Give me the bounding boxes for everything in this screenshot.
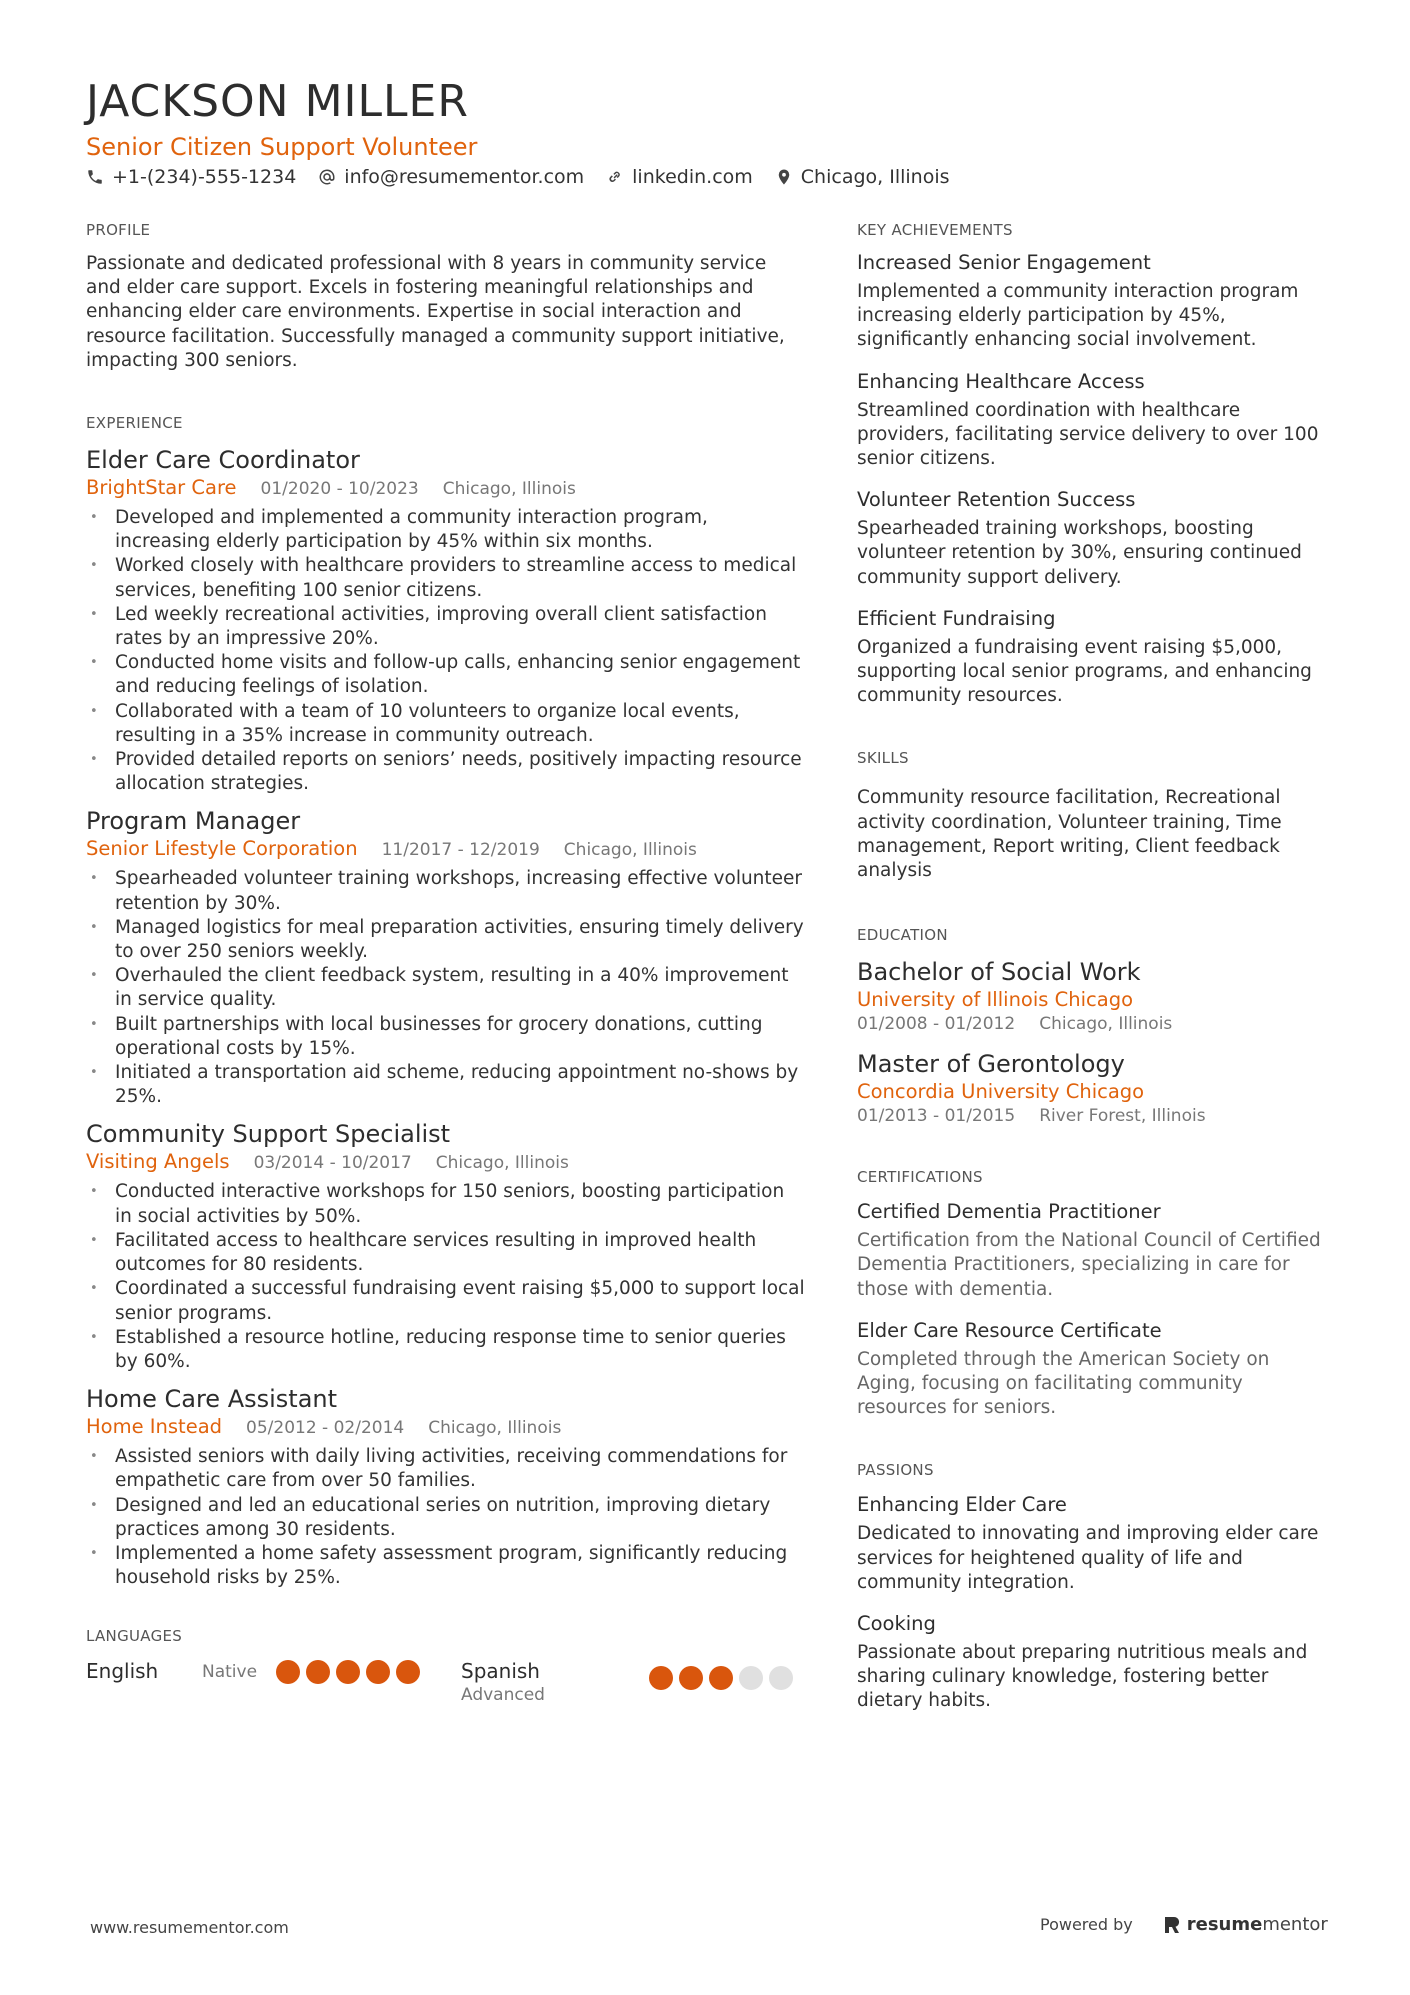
bullet-item: • Coordinated a successful fundraising event raising $5,000 to support local senior programs. [86, 1277, 806, 1325]
certifications-heading: CERTIFICATIONS [857, 1168, 983, 1187]
rating-dot [306, 1660, 330, 1684]
achievement-desc: Organized a fundraising event raising $5,000, supporting local senior programs, and enhancing community resources. [857, 636, 1312, 707]
left-column [86, 220, 806, 1718]
achievement-item [857, 250, 1327, 353]
education-meta [857, 1105, 1327, 1127]
email-text: info@resumementor.com [344, 166, 585, 188]
passion-title: Enhancing Elder Care [857, 1493, 1067, 1517]
contact-bar [86, 164, 972, 190]
bullet-item: • Worked closely with healthcare providers to streamline access to medical services, benefiting 100 senior citizens. [86, 554, 806, 602]
job-dates: 05/2012 - 02/2014 [246, 1418, 405, 1439]
bullet-item: • Facilitated access to healthcare services resulting in improved health outcomes for 80 residents. [86, 1229, 806, 1277]
brand-rest: mentor [1262, 1914, 1328, 1935]
rating-dot [739, 1666, 763, 1690]
bullet-item: • Overhauled the client feedback system, resulting in a 40% improvement in service quality. [86, 964, 806, 1012]
bullet-item: • Established a resource hotline, reducing response time to senior queries by 60%. [86, 1326, 806, 1374]
job-dates: 03/2014 - 10/2017 [253, 1153, 412, 1174]
link-icon [606, 168, 624, 186]
education-meta [857, 1013, 1327, 1035]
achievement-desc: Implemented a community interaction program increasing elderly participation by 45%, significantly enhancing social involvement. [857, 281, 1299, 351]
achievement-title: Enhancing Healthcare Access [857, 369, 1145, 393]
brand-logo[interactable] [1163, 1914, 1328, 1935]
profile-heading: PROFILE [86, 221, 151, 239]
passions-heading: PASSIONS [857, 1461, 934, 1480]
passion-item [857, 1611, 1327, 1714]
education-item [857, 957, 1327, 1035]
job-company: Senior Lifestyle Corporation [86, 837, 358, 861]
job-company: Visiting Angels [86, 1150, 230, 1174]
language-spanish [461, 1658, 545, 1706]
rating-dot [679, 1666, 703, 1690]
contact-email[interactable] [318, 166, 584, 188]
experience-heading: EXPERIENCE [86, 414, 183, 433]
job-location: Chicago, Illinois [435, 1153, 569, 1174]
contact-location [775, 166, 950, 188]
bullet-item: • Collaborated with a team of 10 volunteers to organize local events, resulting in a 35% increase in community outreach. [86, 700, 806, 748]
passion-desc: Passionate about preparing nutritious meals and sharing culinary knowledge, fostering better dietary habits. [857, 1642, 1308, 1712]
certification-title: Certified Dementia Practitioner [857, 1200, 1161, 1224]
job-1 [86, 445, 806, 796]
job-dates: 11/2017 - 12/2019 [381, 840, 540, 861]
location-pin-icon [775, 168, 793, 186]
education-degree: Master of Gerontology [857, 1050, 1125, 1079]
job-meta [86, 1414, 806, 1441]
education-item [857, 1049, 1327, 1127]
achievement-desc: Spearheaded training workshops, boosting volunteer retention by 30%, ensuring continued community support delivery. [857, 518, 1302, 588]
certification-item [857, 1199, 1327, 1302]
bullet-item: • Conducted interactive workshops for 150 seniors, boosting participation in social activities by 50%. [86, 1180, 806, 1228]
job-3 [86, 1119, 806, 1374]
rating-dot [366, 1660, 390, 1684]
job-bullets [86, 506, 806, 796]
job-location: Chicago, Illinois [563, 840, 697, 861]
language-english [86, 1658, 158, 1684]
brand-bold: resume [1186, 1914, 1263, 1935]
bullet-item: • Provided detailed reports on seniors’ needs, positively impacting resource allocation strategies. [86, 748, 806, 796]
rating-dot [709, 1666, 733, 1690]
contact-linkedin[interactable] [606, 166, 753, 188]
rating-english [276, 1660, 426, 1684]
achievement-title: Increased Senior Engagement [857, 251, 1151, 274]
language-name: Spanish [461, 1659, 540, 1684]
bullet-item: • Implemented a home safety assessment program, significantly reducing household risks by 25%. [86, 1542, 806, 1590]
achievement-item [857, 606, 1327, 709]
education-location: River Forest, Illinois [1039, 1106, 1206, 1127]
languages-heading: LANGUAGES [86, 1627, 183, 1646]
job-meta [86, 1149, 806, 1176]
education-location: Chicago, Illinois [1039, 1014, 1173, 1035]
powered-by-text: Powered by [1040, 1915, 1133, 1934]
bullet-item: • Assisted seniors with daily living activities, receiving commendations for empathetic care from over 50 families. [86, 1445, 806, 1493]
job-bullets [86, 867, 806, 1109]
education-dates: 01/2013 - 01/2015 [857, 1106, 1016, 1127]
bullet-item: • Spearheaded volunteer training workshops, increasing effective volunteer retention by 30%. [86, 867, 806, 915]
rating-dot [769, 1666, 793, 1690]
skills-heading: SKILLS [857, 749, 909, 768]
passion-item [857, 1492, 1327, 1595]
at-icon [318, 168, 336, 186]
languages-list [86, 1658, 806, 1718]
job-title: Elder Care Coordinator [86, 446, 360, 475]
resumementor-logo-icon [1163, 1915, 1181, 1935]
bullet-item: • Built partnerships with local businesses for grocery donations, cutting operational costs by 15%. [86, 1013, 806, 1061]
right-column [857, 220, 1327, 1714]
job-bullets [86, 1445, 806, 1590]
job-2 [86, 806, 806, 1109]
language-level: Advanced [461, 1685, 545, 1706]
rating-dot [276, 1660, 300, 1684]
achievement-item [857, 487, 1327, 590]
achievement-item [857, 369, 1327, 472]
footer-website[interactable]: www.resumementor.com [90, 1918, 289, 1937]
job-meta [86, 836, 806, 863]
bullet-item: • Managed logistics for meal preparation activities, ensuring timely delivery to over 250 seniors weekly. [86, 916, 806, 964]
bullet-item: • Developed and implemented a community interaction program, increasing elderly participation by 45% within six months. [86, 506, 806, 554]
bullet-item: • Initiated a transportation aid scheme, reducing appointment no-shows by 25%. [86, 1061, 806, 1109]
job-title: Program Manager [86, 807, 301, 836]
linkedin-text: linkedin.com [632, 166, 753, 188]
education-dates: 01/2008 - 01/2012 [857, 1014, 1016, 1035]
certification-title: Elder Care Resource Certificate [857, 1318, 1162, 1342]
phone-text: +1-(234)-555-1234 [112, 166, 297, 188]
achievement-title: Efficient Fundraising [857, 606, 1056, 630]
education-school: Concordia University Chicago [857, 1080, 1145, 1104]
certification-desc: Completed through the American Society on Aging, focusing on facilitating community resources for seniors. [857, 1348, 1270, 1419]
skills-text: Community resource facilitation, Recreational activity coordination, Volunteer training, Time management, Report writing, Client feedback analysis [857, 787, 1282, 882]
candidate-name: JACKSON MILLER [86, 76, 469, 127]
rating-dot [336, 1660, 360, 1684]
language-level: Native [202, 1662, 258, 1683]
job-location: Chicago, Illinois [428, 1418, 562, 1439]
job-meta [86, 475, 806, 502]
passion-desc: Dedicated to innovating and improving elder care services for heightened quality of life and community integration. [857, 1523, 1319, 1593]
achievement-title: Volunteer Retention Success [857, 488, 1136, 512]
job-bullets [86, 1180, 806, 1374]
certification-desc: Certification from the National Council of Certified Dementia Practitioners, specializing in care for those with dementia. [857, 1230, 1321, 1300]
job-title: Community Support Specialist [86, 1120, 451, 1149]
job-dates: 01/2020 - 10/2023 [260, 479, 419, 500]
contact-phone [86, 166, 296, 188]
job-title: Home Care Assistant [86, 1385, 338, 1414]
job-company: Home Instead [86, 1415, 223, 1439]
education-degree: Bachelor of Social Work [857, 958, 1141, 987]
education-heading: EDUCATION [857, 926, 948, 945]
certification-item [857, 1318, 1327, 1421]
bullet-item: • Led weekly recreational activities, improving overall client satisfaction rates by an impressive 20%. [86, 603, 806, 651]
education-school: University of Illinois Chicago [857, 988, 1133, 1012]
language-name: English [86, 1659, 159, 1684]
bullet-item: • Conducted home visits and follow-up calls, enhancing senior engagement and reducing feelings of isolation. [86, 651, 806, 699]
achievement-desc: Streamlined coordination with healthcare providers, facilitating service delivery to over 100 senior citizens. [857, 399, 1319, 470]
bullet-item: • Designed and led an educational series on nutrition, improving dietary practices among 30 residents. [86, 1494, 806, 1542]
rating-spanish [649, 1666, 799, 1690]
job-location: Chicago, Illinois [442, 479, 576, 500]
job-company: BrightStar Care [86, 476, 237, 500]
phone-icon [86, 168, 104, 186]
rating-dot [649, 1666, 673, 1690]
location-text: Chicago, Illinois [800, 166, 950, 188]
footer-powered [1040, 1914, 1328, 1935]
achievements-heading: KEY ACHIEVEMENTS [857, 221, 1013, 239]
passion-title: Cooking [857, 1612, 936, 1636]
candidate-title: Senior Citizen Support Volunteer [86, 133, 478, 161]
rating-dot [396, 1660, 420, 1684]
job-4 [86, 1384, 806, 1590]
profile-text: Passionate and dedicated professional with 8 years in community service and elder care support. Excels in fostering meaningful relationships and enhancing elder care environments. Expertise in social interaction and resource facilitation. Successfully managed a community support initiative, impacting 300 seniors. [86, 253, 785, 371]
